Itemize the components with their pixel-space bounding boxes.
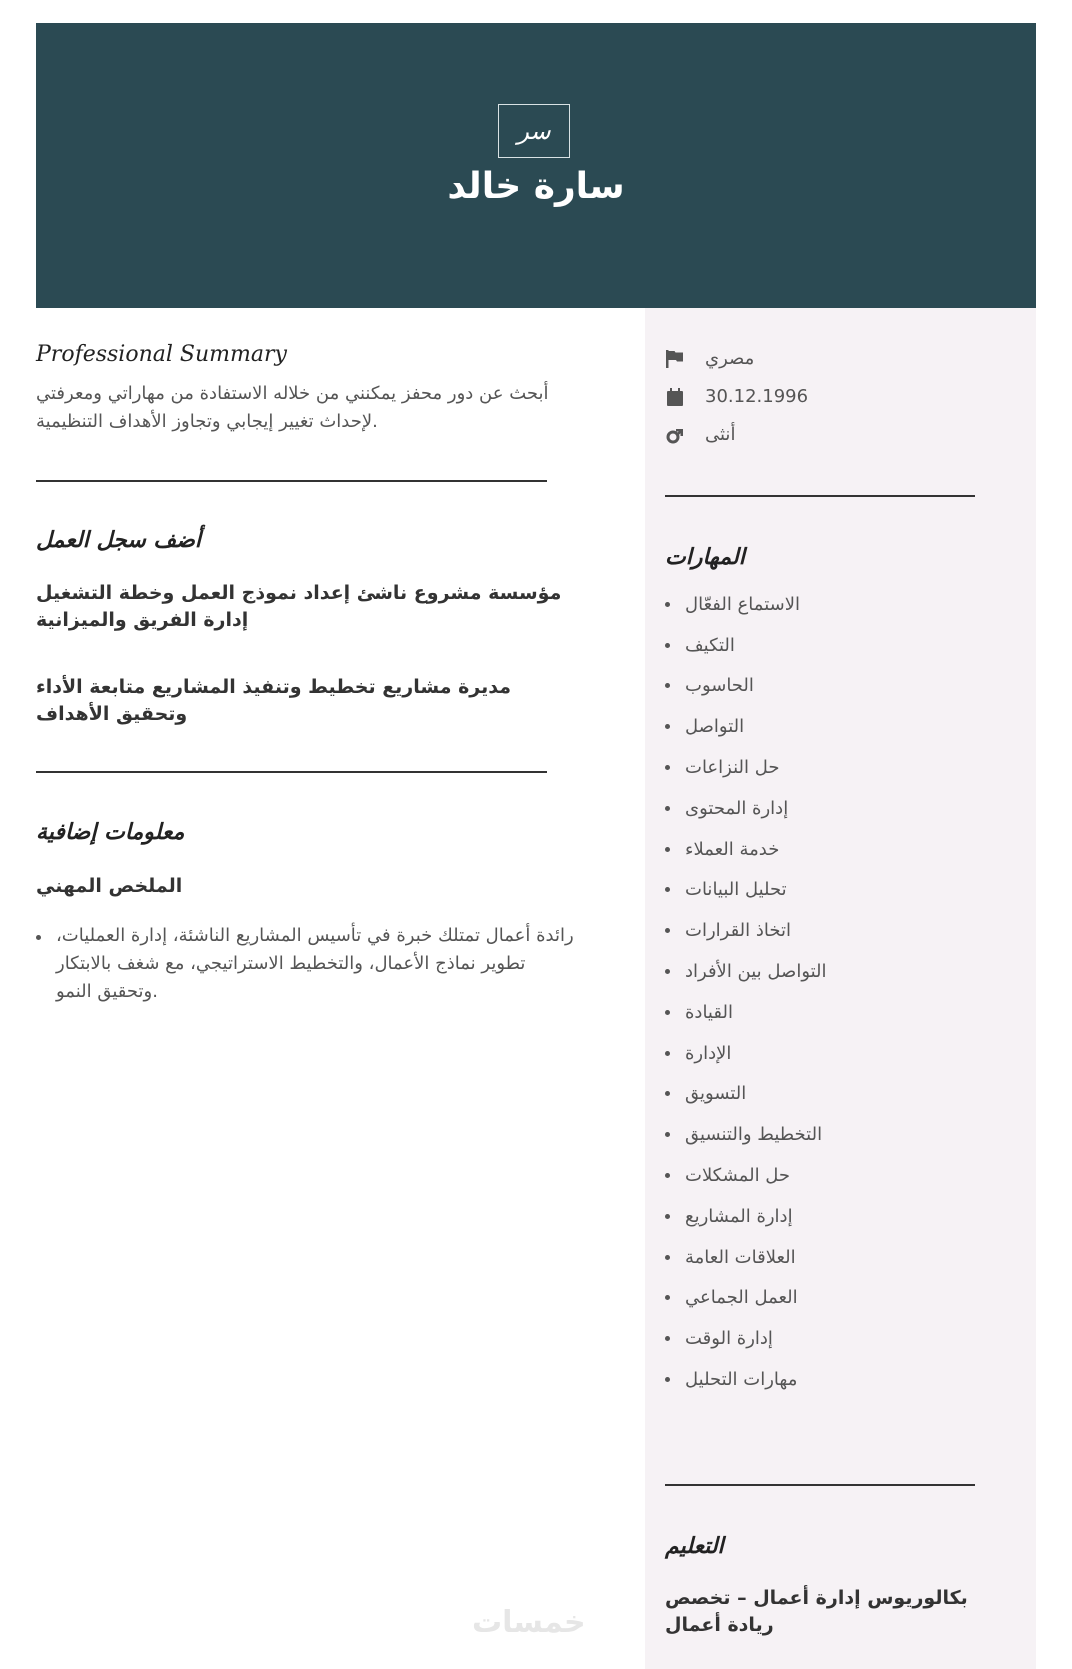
- skill-item: خدمة العملاء: [665, 829, 827, 870]
- flag-icon: [665, 349, 685, 369]
- bullet-dot: [36, 935, 41, 940]
- skill-item: التسويق: [665, 1074, 827, 1115]
- summary-title: Professional Summary: [36, 342, 287, 367]
- skill-item: التواصل: [665, 706, 827, 747]
- skill-item: إدارة الوقت: [665, 1318, 827, 1359]
- education-degree: بكالوريوس إدارة أعمال – تخصص ريادة أعمال: [665, 1587, 968, 1636]
- work-item: مديرة مشاريع تخطيط وتنفيذ المشاريع متابعة الأداء وتحقيق الأهداف: [36, 676, 511, 725]
- skill-item: إدارة المحتوى: [665, 788, 827, 829]
- divider: [665, 1484, 975, 1486]
- divider: [36, 771, 547, 773]
- skill-item: العمل الجماعي: [665, 1278, 827, 1319]
- summary-text: أبحث عن دور محفز يمكنني من خلاله الاستفادة من مهاراتي ومعرفتي لإحداث تغيير إيجابي وتجاوز الأهداف التنظيمية.: [36, 383, 549, 432]
- candidate-name: سارة خالد: [447, 166, 625, 207]
- birthdate: 30.12.1996: [665, 386, 808, 407]
- work-title: أضف سجل العمل: [36, 528, 201, 553]
- skills-list: [665, 584, 827, 1400]
- bullet-text: رائدة أعمال تمتلك خبرة في تأسيس المشاريع الناشئة، إدارة العمليات، تطوير نماذج الأعمال، والتخطيط الاستراتيجي، مع شغف بالابتكار وتحقيق النمو.: [56, 925, 574, 1002]
- calendar-icon: [665, 387, 685, 407]
- education-title: التعليم: [665, 1534, 724, 1559]
- skill-item: التكيف: [665, 625, 827, 666]
- additional-title: معلومات إضافية: [36, 820, 185, 845]
- skills-title: المهارات: [665, 545, 745, 570]
- additional-bullet: [36, 922, 576, 1006]
- skill-item: التواصل بين الأفراد: [665, 951, 827, 992]
- nationality: مصري: [665, 348, 754, 369]
- skill-item: الاستماع الفعّال: [665, 584, 827, 625]
- skill-item: الحاسوب: [665, 666, 827, 707]
- watermark-logo: خمسات: [472, 1605, 586, 1640]
- gender-icon: [665, 425, 685, 445]
- skill-item: الإدارة: [665, 1033, 827, 1074]
- monogram: س‏ر: [498, 104, 570, 158]
- skill-item: العلاقات العامة: [665, 1237, 827, 1278]
- skill-item: حل المشكلات: [665, 1155, 827, 1196]
- skill-item: التخطيط والتنسيق: [665, 1114, 827, 1155]
- work-item: مؤسسة مشروع ناشئ إعداد نموذج العمل وخطة التشغيل إدارة الفريق والميزانية: [36, 582, 562, 631]
- skill-item: حل النزاعات: [665, 747, 827, 788]
- divider: [36, 480, 547, 482]
- skill-item: القيادة: [665, 992, 827, 1033]
- skill-item: إدارة المشاريع: [665, 1196, 827, 1237]
- skill-item: مهارات التحليل: [665, 1359, 827, 1400]
- gender: أنثى: [665, 424, 735, 445]
- divider: [665, 495, 975, 497]
- skill-item: تحليل البيانات: [665, 870, 827, 911]
- skill-item: اتخاذ القرارات: [665, 910, 827, 951]
- additional-subtitle: الملخص المهني: [36, 875, 183, 897]
